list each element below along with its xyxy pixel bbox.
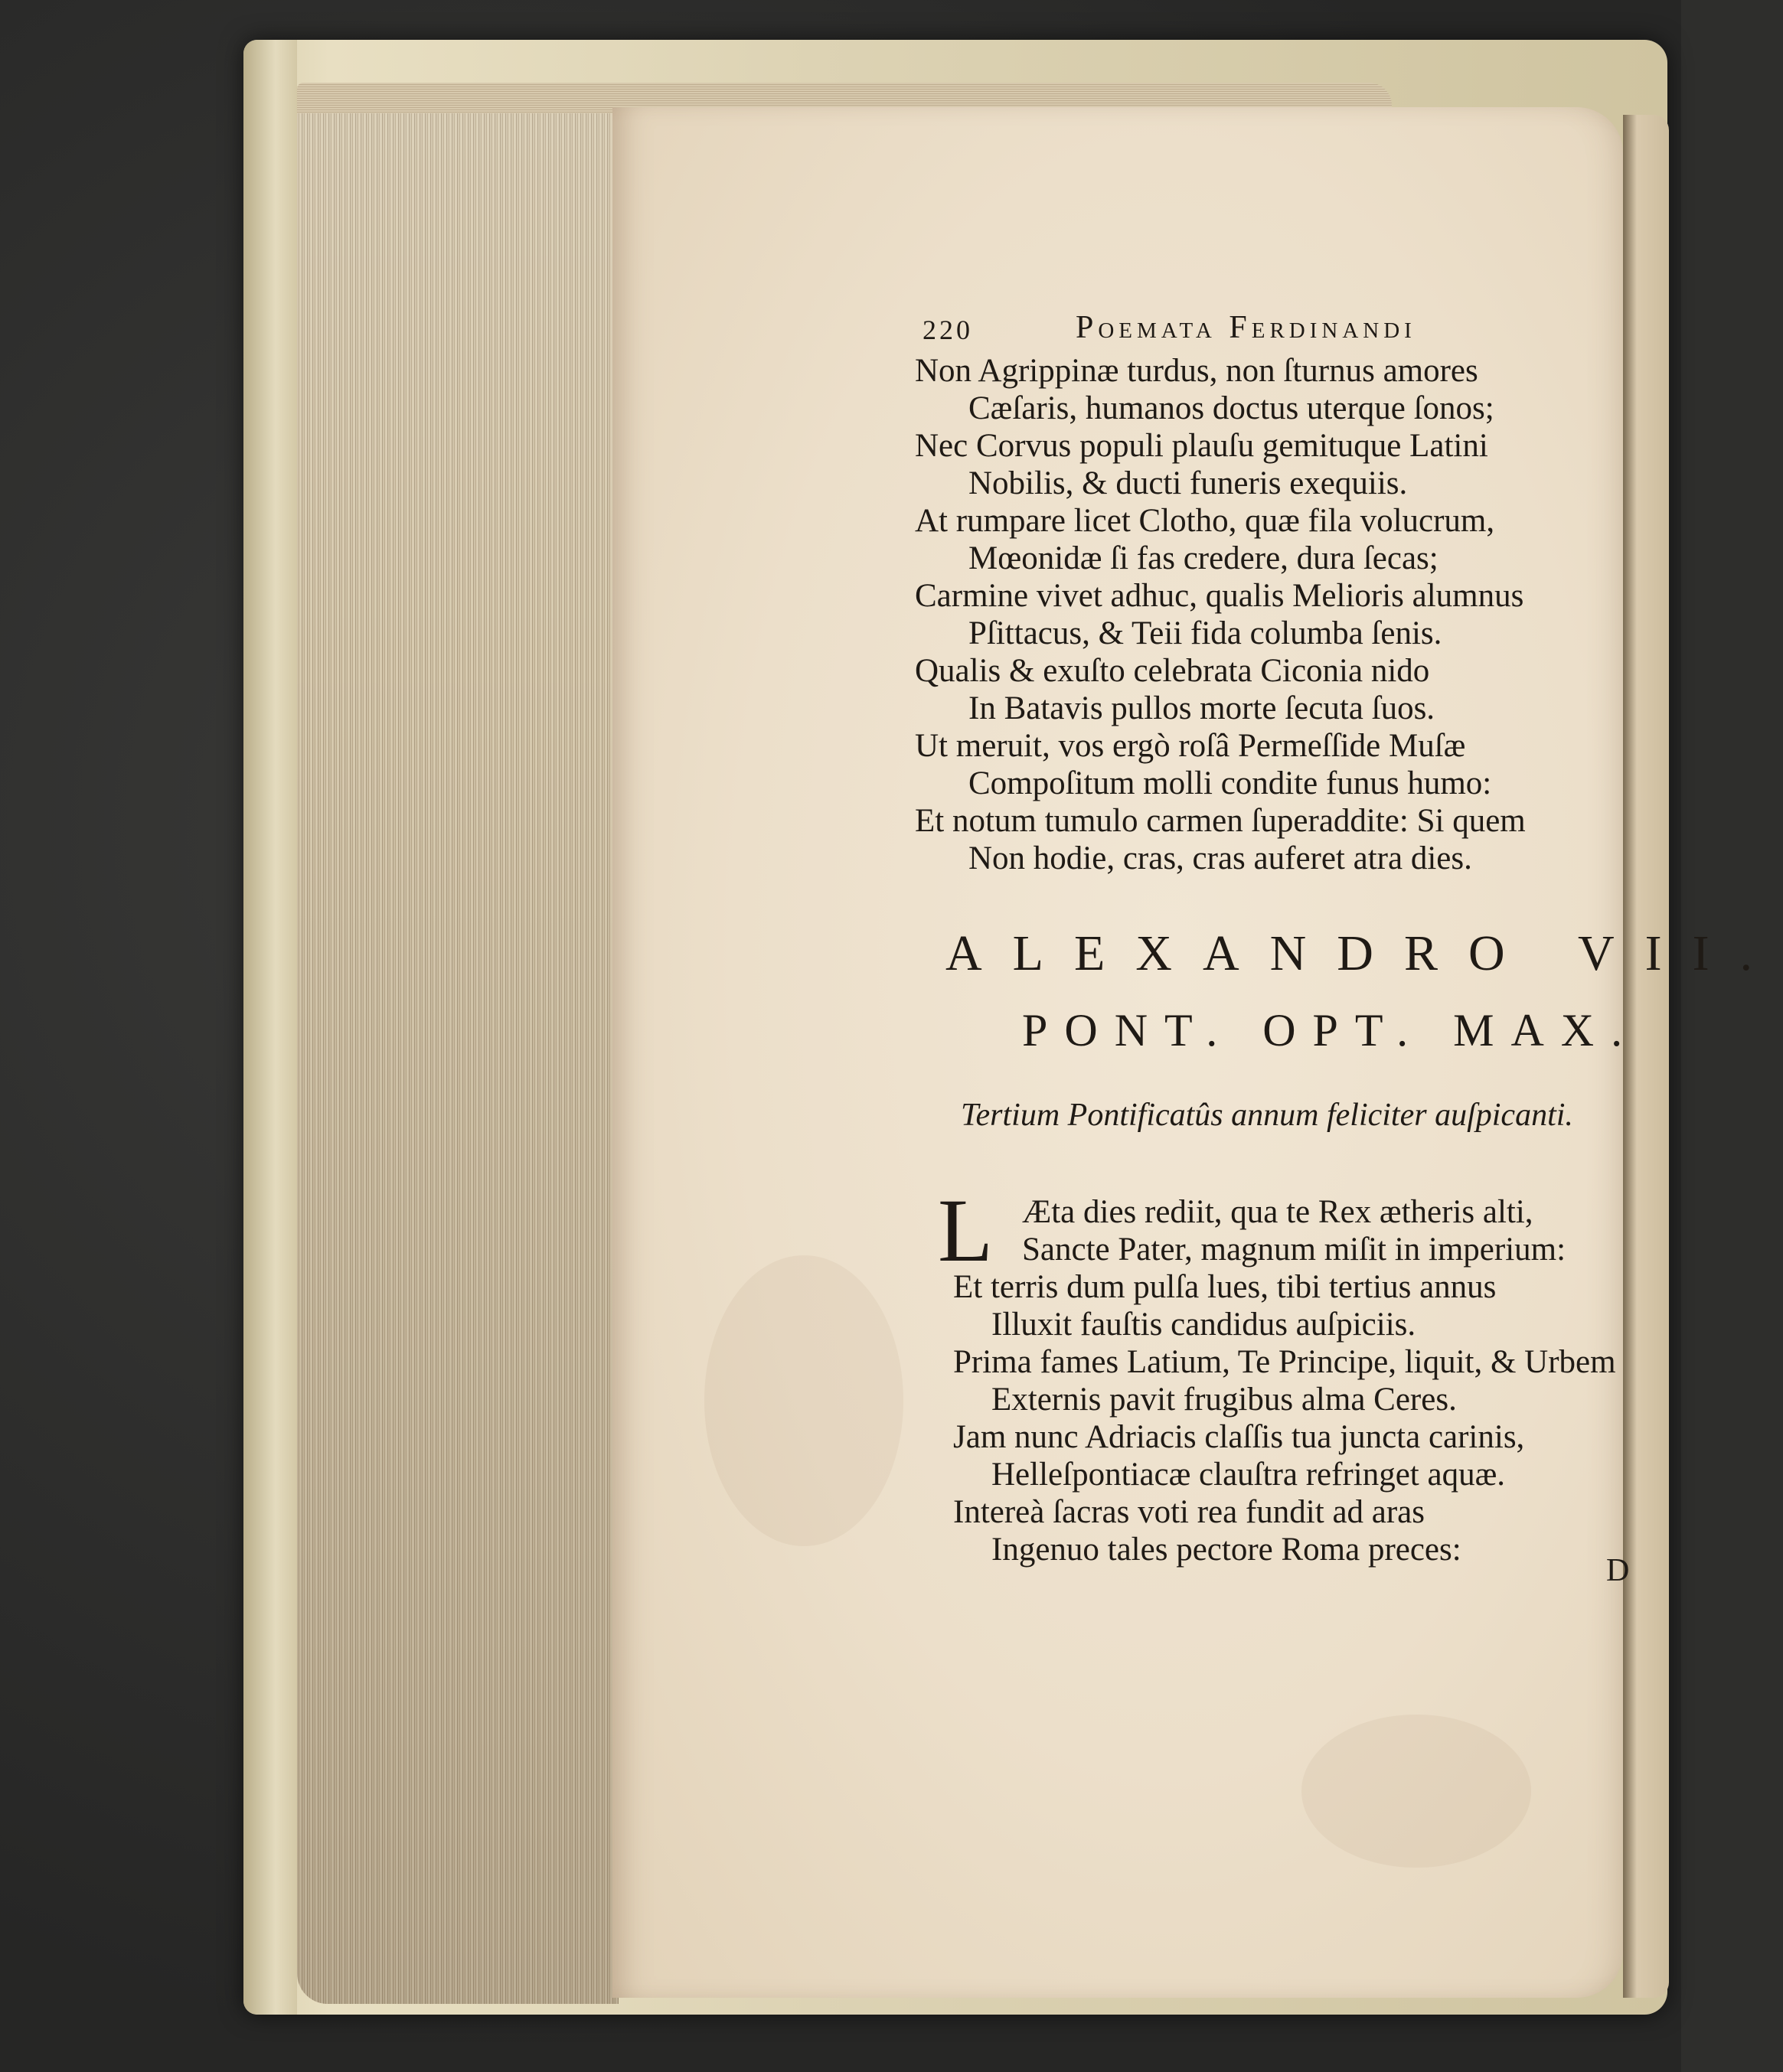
poem-subheading: PONT. OPT. MAX. — [1022, 1005, 1640, 1056]
verse-line: Et notum tumulo carmen ſuperaddite: Si quem — [915, 803, 1526, 839]
poem-heading: ALEXANDRO VII. — [945, 925, 1783, 981]
verse-line: Pſittacus, & Teii fida columba ſenis. — [968, 615, 1442, 651]
verse-line: Jam nunc Adriacis claſſis tua juncta carinis, — [953, 1419, 1525, 1455]
verse-line: Mœonidæ ſi fas credere, dura ſecas; — [968, 540, 1438, 576]
verse-line: Ingenuo tales pectore Roma preces: — [991, 1532, 1461, 1568]
page-block-shade — [297, 90, 619, 2004]
verse-line: Nobilis, & ducti funeris exequiis. — [968, 465, 1408, 501]
poem-continuation — [915, 352, 1650, 877]
verse-line: Prima fames Latium, Te Principe, liquit, & Urbem — [953, 1344, 1616, 1380]
verse-line: Cæſaris, humanos doctus uterque ſonos; — [968, 390, 1494, 426]
poem-alexandro — [915, 1180, 1650, 1568]
page-number: 220 — [923, 315, 973, 345]
running-title: Poemata Ferdinandi — [1076, 310, 1416, 345]
verse-line: Et terris dum pulſa lues, tibi tertius annus — [953, 1269, 1497, 1305]
verse-line: Æta dies rediit, qua te Rex ætheris alti, — [1022, 1194, 1533, 1230]
paper-stain — [1301, 1715, 1531, 1868]
verse-line: Sancte Pater, magnum miſit in imperium: — [1022, 1232, 1566, 1268]
verse-line: Nec Corvus populi plauſu gemituque Latini — [915, 428, 1488, 464]
drop-cap: L — [938, 1180, 994, 1281]
verse-line: Intereà ſacras voti rea fundit ad aras — [953, 1494, 1425, 1530]
verse-line: In Batavis pullos morte ſecuta ſuos. — [968, 690, 1435, 726]
verse-line: Carmine vivet adhuc, qualis Melioris alumnus — [915, 578, 1524, 614]
verse-line: Externis pavit frugibus alma Ceres. — [991, 1382, 1457, 1418]
verse-line: Illuxit fauſtis candidus auſpiciis. — [991, 1307, 1416, 1343]
paper-stain — [704, 1255, 903, 1546]
catchword: D — [1606, 1553, 1630, 1588]
verse-line: At rumpare licet Clotho, quæ fila volucrum, — [915, 503, 1495, 539]
verse-line: Compoſitum molli condite funus humo: — [968, 765, 1492, 801]
cover-spine — [243, 40, 297, 2015]
dedication-line: Tertium Pontificatûs annum feliciter auſpicanti. — [961, 1098, 1573, 1133]
verse-line: Qualis & exuſto celebrata Ciconia nido — [915, 653, 1430, 689]
verse-line: Helleſpontiacæ clauſtra refringet aquæ. — [991, 1457, 1506, 1493]
verse-line: Non hodie, cras, cras auferet atra dies. — [968, 840, 1472, 876]
verse-line: Ut meruit, vos ergò roſâ Permeſſide Muſæ — [915, 728, 1466, 764]
verse-line: Non Agrippinæ turdus, non ſturnus amores — [915, 353, 1478, 389]
text-block — [915, 306, 1783, 1568]
running-head — [915, 306, 1650, 352]
